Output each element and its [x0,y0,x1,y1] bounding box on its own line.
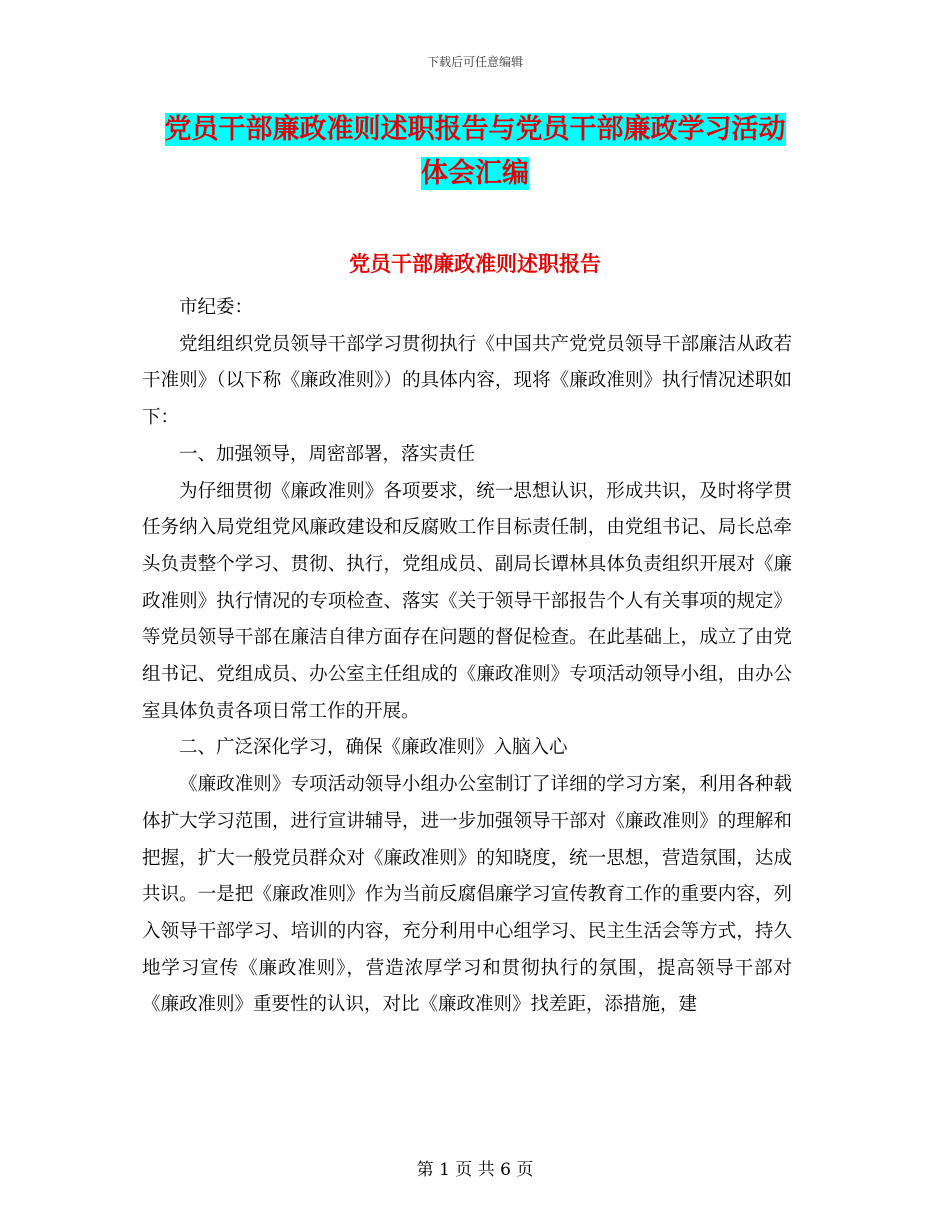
document-title [140,108,810,196]
paragraph-part-1: 为仔细贯彻《廉政准则》各项要求，统一思想认识，形成共识，及时将学贯任务纳入局党组党风廉政建设和反腐败工作目标责任制，由党组书记、局长总牵头负责整个学习、贯彻、执行，党组成员、副局长谭林具体负责组织开展对《廉政准则》执行情况的专项检查、落实《关于领导干部报告个人有关事项的规定》等党员领导干部在廉洁自律方面存在问题的督促检查。在此基础上，成立了由党组书记、党组成员、办公室主任组成的《廉政准则》专项活动领导小组，由办公室具体负责各项日常工作的开展。 [142,480,792,722]
page-footer: 第 1 页 共 6 页 [416,1160,534,1180]
document-title-line-2: 体会汇编 [421,158,529,189]
heading-part-2: 二、广泛深化学习，确保《廉政准则》入脑入心 [179,737,568,759]
header-note: 下载后可任意编辑 [426,55,523,69]
section-title: 党员干部廉政准则述职报告 [349,252,601,276]
paragraph-part-2: 《廉政准则》专项活动领导小组办公室制订了详细的学习方案，利用各种载体扩大学习范围，进行宣讲辅导，进一步加强领导干部对《廉政准则》的理解和把握，扩大一般党员群众对《廉政准则》的知晓度，统一思想，营造氛围，达成共识。一是把《廉政准则》作为当前反腐倡廉学习宣传教育工作的重要内容，列入领导干部学习、培训的内容，充分利用中心组学习、民主生活会等方式，持久地学习宣传《廉政准则》，营造浓厚学习和贯彻执行的氛围，提高领导干部对《廉政准则》重要性的认识，对比《廉政准则》找差距，添措施，建 [142,774,792,1016]
document-body [142,290,792,1024]
document-title-line-1: 党员干部廉政准则述职报告与党员干部廉政学习活动 [164,114,786,145]
heading-part-1: 一、加强领导，周密部署，落实责任 [179,443,476,465]
paragraph-salutation: 市纪委： [179,297,254,318]
paragraph-intro: 党组组织党员领导干部学习贯彻执行《中国共产党党员领导干部廉洁从政若干准则》（以下称《廉政准则》）的具体内容，现将《廉政准则》执行情况述职如下： [142,333,792,429]
